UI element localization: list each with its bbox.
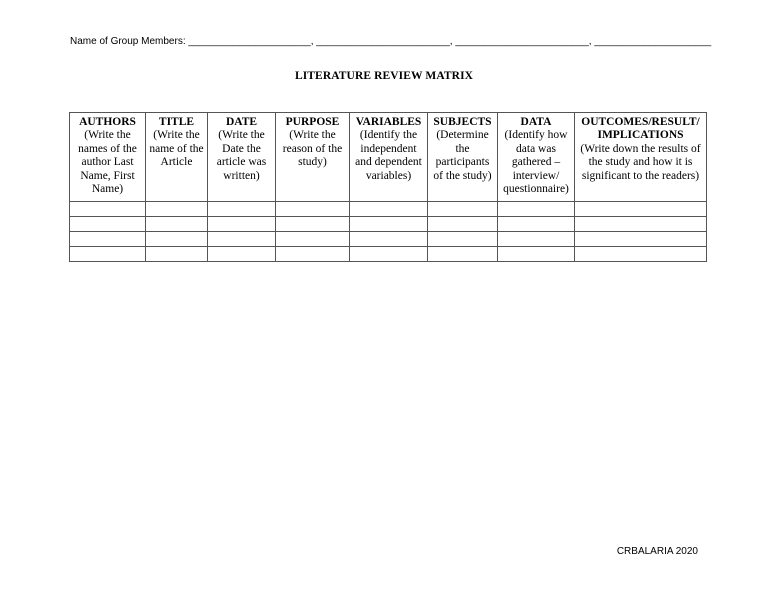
footer-credit: CRBALARIA 2020 [616, 546, 698, 557]
table-cell[interactable] [146, 217, 208, 232]
table-cell[interactable] [350, 247, 428, 262]
table-cell[interactable] [350, 232, 428, 247]
table-cell[interactable] [276, 217, 350, 232]
table-cell[interactable] [350, 202, 428, 217]
column-heading: TITLE [158, 116, 195, 128]
table-cell[interactable] [146, 247, 208, 262]
table-cell[interactable] [146, 232, 208, 247]
table-cell[interactable] [276, 232, 350, 247]
column-description: (Determine the participants of the study) [433, 129, 492, 182]
column-description: (Write the Date the article was written) [216, 129, 267, 182]
table-cell[interactable] [70, 202, 146, 217]
table-cell[interactable] [428, 217, 498, 232]
table-cell[interactable] [70, 247, 146, 262]
column-description: (Identify how data was gathered – interview/ questionnaire) [503, 129, 569, 196]
table-cell[interactable] [208, 247, 276, 262]
column-header-title [146, 113, 208, 202]
table-cell[interactable] [575, 202, 707, 217]
column-header-date [208, 113, 276, 202]
column-description: (Write the name of the Article [149, 129, 204, 169]
column-heading: PURPOSE [285, 116, 340, 128]
table-cell[interactable] [208, 232, 276, 247]
column-header-data [498, 113, 575, 202]
column-header-outcomes [575, 113, 707, 202]
column-header-variables [350, 113, 428, 202]
table-cell[interactable] [428, 232, 498, 247]
column-heading: DATE [225, 116, 258, 128]
column-heading: OUTCOMES/RESULT/ IMPLICATIONS [581, 116, 700, 142]
column-description: (Identify the independent and dependent variables) [355, 129, 422, 182]
table-cell[interactable] [276, 202, 350, 217]
column-description: (Write the names of the author Last Name, First Name) [78, 129, 137, 196]
table-cell[interactable] [428, 247, 498, 262]
column-heading: DATA [520, 116, 552, 128]
table-cell[interactable] [498, 247, 575, 262]
group-members-label: Name of Group Members: [70, 36, 186, 47]
table-cell[interactable] [146, 202, 208, 217]
table-header-row [70, 113, 707, 202]
table-cell[interactable] [575, 232, 707, 247]
table-cell[interactable] [428, 202, 498, 217]
group-members-blanks: ______________________, ________________________, ________________________, _____________________ [188, 36, 712, 47]
table-cell[interactable] [498, 202, 575, 217]
group-members-line [70, 36, 711, 47]
table-row [70, 217, 707, 232]
column-heading: VARIABLES [355, 116, 422, 128]
column-description: (Write the reason of the study) [282, 129, 343, 169]
table-row [70, 202, 707, 217]
table-cell[interactable] [208, 202, 276, 217]
table-cell[interactable] [70, 232, 146, 247]
table-cell[interactable] [350, 217, 428, 232]
table-row [70, 247, 707, 262]
table-cell[interactable] [575, 217, 707, 232]
table-cell[interactable] [575, 247, 707, 262]
table-cell[interactable] [70, 217, 146, 232]
column-description: (Write down the results of the study and how it is significant to the readers) [580, 142, 701, 182]
column-header-purpose [276, 113, 350, 202]
column-header-subjects [428, 113, 498, 202]
column-header-authors [70, 113, 146, 202]
column-heading: SUBJECTS [433, 116, 492, 128]
table-cell[interactable] [498, 217, 575, 232]
page-title: LITERATURE REVIEW MATRIX [294, 70, 474, 82]
table-cell[interactable] [498, 232, 575, 247]
literature-review-matrix-table [69, 112, 707, 262]
table-row [70, 232, 707, 247]
table-cell[interactable] [276, 247, 350, 262]
column-heading: AUTHORS [79, 116, 136, 128]
table-cell[interactable] [208, 217, 276, 232]
